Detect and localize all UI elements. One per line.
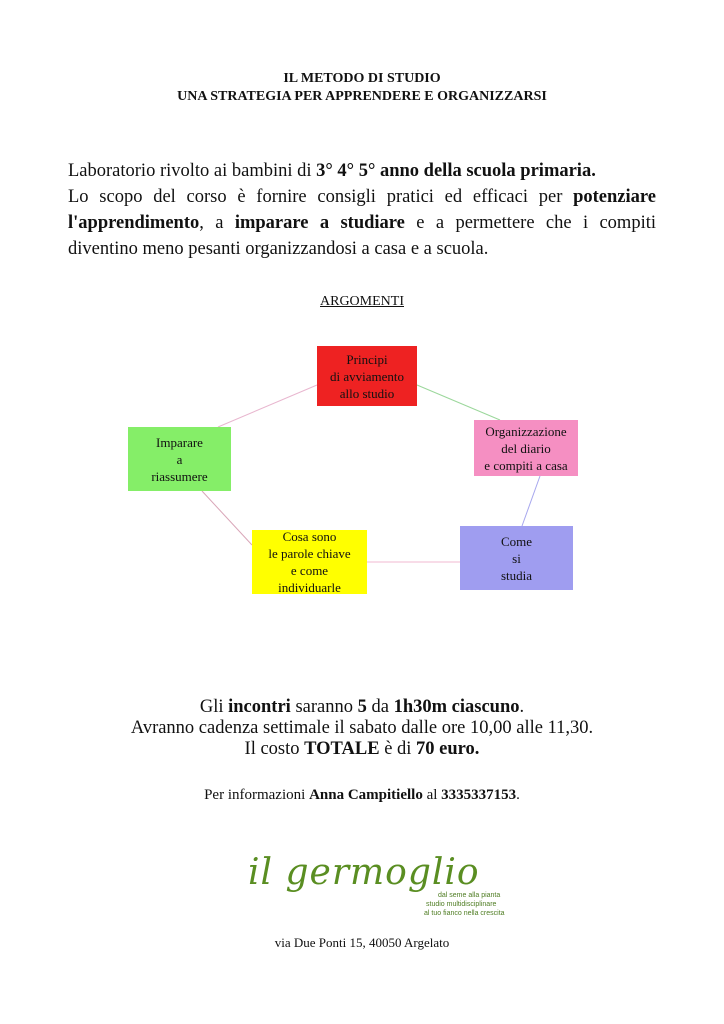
germoglio-logo [248,852,528,922]
title-line-1: IL METODO DI STUDIO [283,71,441,86]
topic-organizzazione: Organizzazione del diario e compiti a casa [474,420,578,476]
contact-info: Per informazioni Anna Campitiello al 3335337153. [204,787,520,803]
logo-name: il germoglio [248,852,480,893]
topic-principi: Principi di avviamento allo studio [317,346,417,406]
connector-principi-organizzazione [417,385,500,420]
course-details [0,697,724,760]
details-line-2: Avranno cadenza settimale il sabato dalle ore 10,00 alle 11,30. [130,718,594,738]
intro-text: Laboratorio rivolto ai bambini di [68,161,317,181]
connector-cosa-imparare [202,491,252,545]
topic-imparare-riassumere: Imparare a riassumere [128,427,231,491]
contact-name: Anna Campitiello [309,787,423,803]
logo-tagline-1: dal seme alla pianta [438,892,501,899]
topic-parole-chiave: Cosa sono le parole chiave e come individuarle [252,530,367,594]
intro-bold-learning: potenziare l'apprendimento [68,187,656,233]
connector-imparare-principi [218,385,317,427]
address: via Due Ponti 15, 40050 Argelato [274,935,450,950]
intro-bold-grades: 3° 4° 5° anno della scuola primaria. [316,161,596,181]
intro-text: , a [199,213,235,233]
intro-text: Lo scopo del corso è fornire consigli pratici ed efficaci per [68,187,574,207]
contact-phone: 3335337153 [441,787,517,803]
section-title-argomenti: ARGOMENTI [320,294,404,309]
connector-organizzazione-come [522,476,540,526]
logo-tagline-2: studio multidisciplinare [426,901,497,908]
title-line-2: UNA STRATEGIA PER APPRENDERE E ORGANIZZARSI [177,89,547,104]
logo-tagline-3: al tuo fianco nella crescita [424,910,505,917]
details-line-3: Il costo TOTALE è di 70 euro. [244,739,480,759]
intro-bold-study: imparare a studiare [234,213,405,233]
details-line-1: Gli incontri saranno 5 da 1h30m ciascuno. [199,697,525,717]
intro-text: e a permettere che i compiti diventino meno pesanti organizzandosi a casa e a scuola. [68,213,656,259]
topic-come-si-studia: Come si studia [460,526,573,590]
